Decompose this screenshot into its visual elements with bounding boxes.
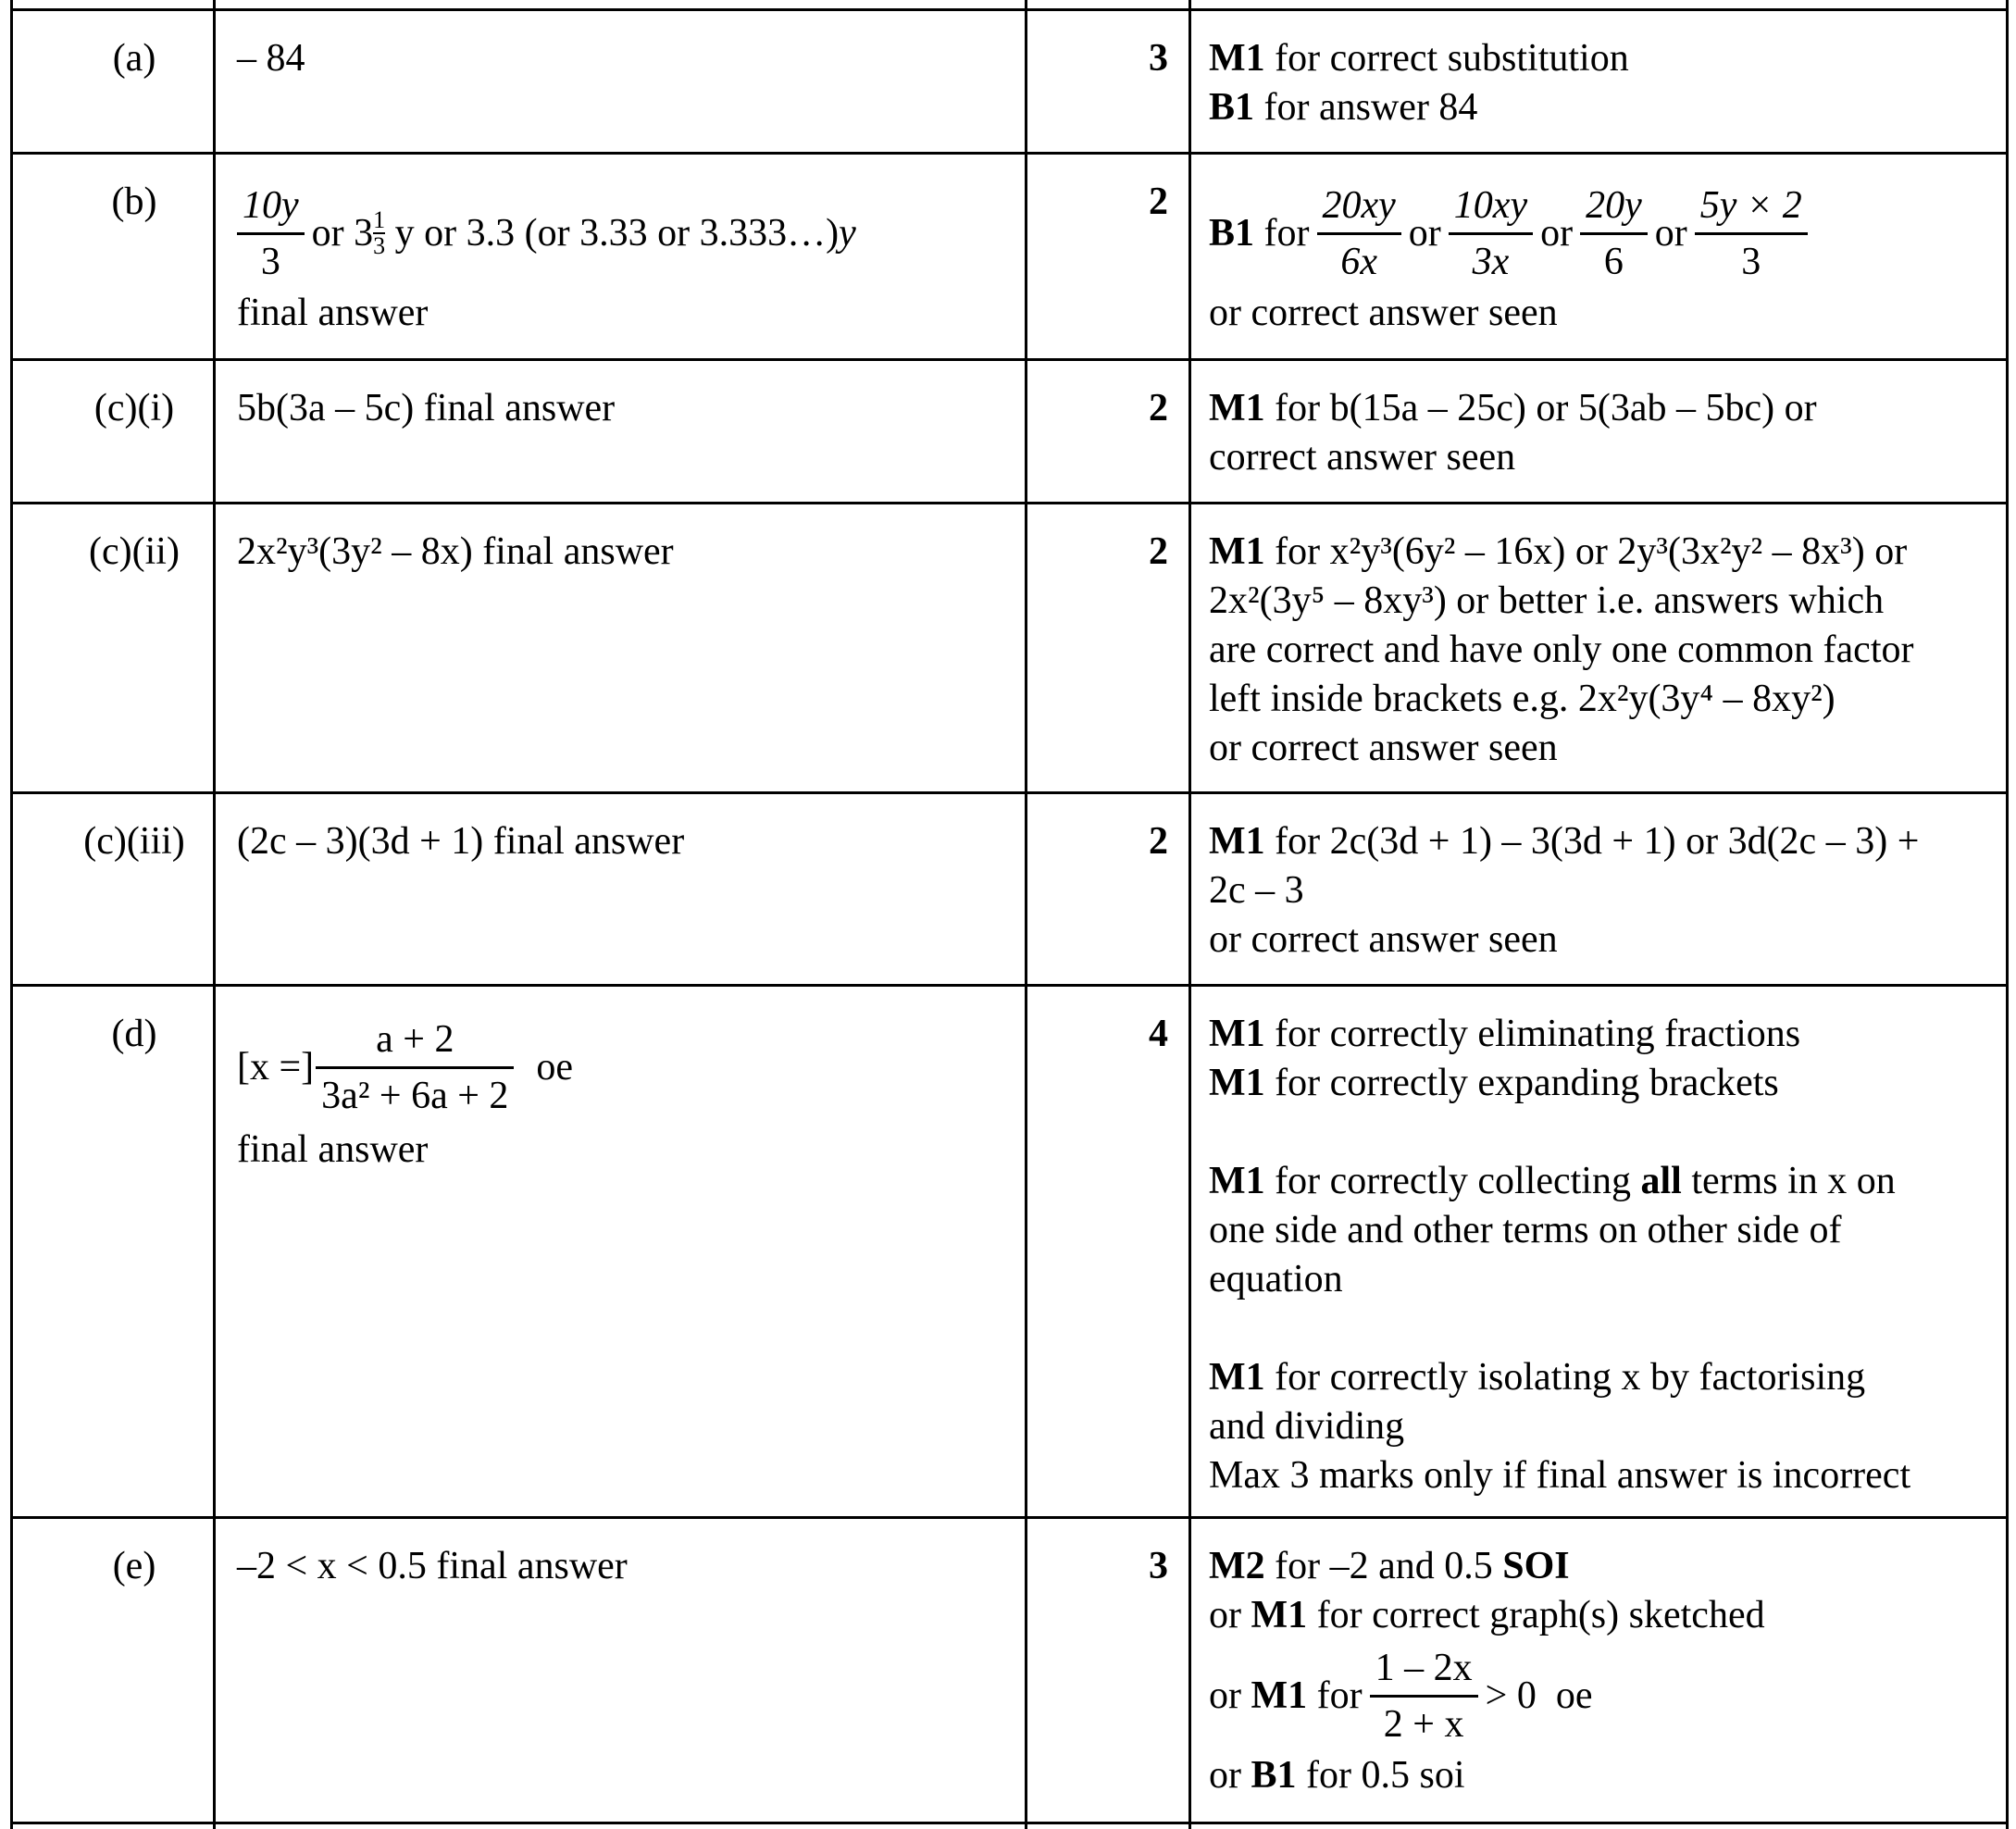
row-divider xyxy=(10,984,2009,987)
guidance-cell: M1 for x²y³(6y² – 16x) or 2y³(3x²y² – 8x³) or 2x²(3y⁵ – 8xy³) or better i.e. answers which are correct and have only one common factor left inside brackets e.g. 2x²y(3y⁴ – 8xy²) or correct answer seen xyxy=(1209,530,1914,769)
column-divider xyxy=(1025,0,1027,1829)
row-divider xyxy=(10,152,2009,155)
row-divider xyxy=(10,8,2009,11)
answer-cell: [x =] $\frac{a + 2}{\text{3a² + 6a + 2}}$ oe final answer xyxy=(237,1010,573,1175)
guidance-cell: M2 for –2 and 0.5 SOI or M1 for correct graph(s) sketched or M1 for $\frac{1 - 2x}{2 + x}$ > 0 oe or B1 for 0.5 soi xyxy=(1209,1545,1765,1797)
part-label: (c)(iii) xyxy=(83,820,185,863)
marks-cell: 2 xyxy=(1149,180,1168,223)
part-label: (e) xyxy=(112,1545,156,1587)
marks-cell: 2 xyxy=(1149,530,1168,573)
row-divider xyxy=(10,791,2009,794)
marks-cell: 2 xyxy=(1149,820,1168,863)
answer-cell: – 84 xyxy=(237,37,305,80)
answer-fraction: $\frac{10y}{3}$ xyxy=(237,179,305,289)
marks-cell: 2 xyxy=(1149,387,1168,429)
guidance-cell: B1 for $\frac{20xy}{6x}$ or $\frac{10xy}{3x}$ or $\frac{20y}{6}$ or $\frac{5y \times 2}{3}$ or correct answer seen xyxy=(1209,178,1815,338)
answer-fraction: $\frac{a + 2}{\text{3a² + 6a + 2}}$ xyxy=(316,1013,514,1123)
marks-cell: 4 xyxy=(1149,1013,1168,1055)
row-divider xyxy=(10,502,2009,504)
guidance-fraction: $\frac{10xy}{3x}$ xyxy=(1449,179,1533,289)
part-label: (a) xyxy=(112,37,156,80)
part-label: (d) xyxy=(111,1013,157,1055)
row-divider xyxy=(10,358,2009,361)
answer-cell: –2 < x < 0.5 final answer xyxy=(237,1545,628,1587)
mixed-fraction: 1 3 xyxy=(373,206,386,259)
part-label: (b) xyxy=(111,180,157,223)
guidance-fraction: $\frac{1 - 2x}{2 + x}$ xyxy=(1370,1641,1478,1751)
answer-cell: 2x²y³(3y² – 8x) final answer xyxy=(237,530,674,573)
row-divider xyxy=(10,1516,2009,1519)
column-divider xyxy=(1188,0,1191,1829)
column-divider xyxy=(10,0,13,1829)
answer-cell: (2c – 3)(3d + 1) final answer xyxy=(237,820,685,863)
answer-cell: 5b(3a – 5c) final answer xyxy=(237,387,616,429)
column-divider xyxy=(2006,0,2009,1829)
answer-cell: $\frac{10y}{3}$ or 3 1 3 y or 3.3 (or 3.33 or 3.333…) y final answer xyxy=(237,178,856,338)
guidance-cell: M1 for 2c(3d + 1) – 3(3d + 1) or 3d(2c – 3) + 2c – 3 or correct answer seen xyxy=(1209,820,1920,961)
part-label: (c)(ii) xyxy=(89,530,180,573)
guidance-cell: M1 for b(15a – 25c) or 5(3ab – 5bc) or correct answer seen xyxy=(1209,387,1817,479)
guidance-cell: M1 for correctly eliminating fractions M1 for correctly expanding brackets M1 for correctly collecting all terms in x on one side and other terms on other side of equation M1 for correctly isolating x by factorising and dividing Max 3 marks only if final answer is incorrect xyxy=(1209,1013,1911,1497)
guidance-fraction: $\frac{5y \times 2}{3}$ xyxy=(1695,179,1808,289)
marks-cell: 3 xyxy=(1149,1545,1168,1587)
guidance-fraction: $\frac{20y}{6}$ xyxy=(1580,179,1648,289)
row-divider xyxy=(10,1822,2009,1824)
part-label: (c)(i) xyxy=(93,387,175,429)
guidance-fraction: $\frac{20xy}{6x}$ xyxy=(1317,179,1401,289)
guidance-cell: M1 for correct substitution B1 for answer 84 xyxy=(1209,37,1629,129)
marks-cell: 3 xyxy=(1149,37,1168,80)
